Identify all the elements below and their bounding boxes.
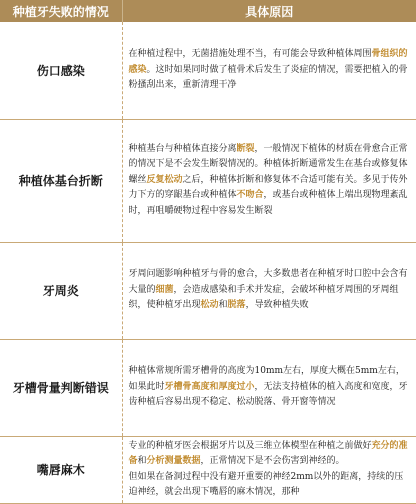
highlight-text: 不吻合: [236, 190, 264, 201]
highlight-text: 骨组织的感染: [128, 49, 408, 75]
table-row: [0, 339, 416, 436]
reason-text: 牙周问题影响种植牙与骨的愈合，大多数患者在种植牙时口腔中会含有大量的: [128, 269, 408, 295]
failure-reason: [122, 436, 416, 503]
failure-type: 伤口感染: [0, 22, 122, 119]
reason-text: ，或基台或种植体上端出现物理紊乱时，再咀嚼硬物过程中容易发生断裂: [128, 190, 408, 216]
failure-type: 种植体基台折断: [0, 119, 122, 242]
table-row: [0, 119, 416, 242]
reason-text: 在种植过程中，无菌措施处理不当，有可能会导致种植体周围: [128, 49, 372, 59]
highlight-text: 断裂: [236, 143, 255, 154]
failure-reason: [122, 119, 416, 242]
highlight-text: 分析测量数据: [146, 456, 201, 466]
highlight-text: 脱落: [227, 300, 246, 311]
reason-text: 和: [218, 300, 228, 311]
header-reason: 具体原因: [122, 0, 416, 22]
highlight-text: 牙槽骨高度和厚度过小: [164, 381, 255, 392]
reason-text: ，无法支持植体的植入高度和宽度，牙齿种植后容易出现不稳定、松动脱落、骨开窗等情况: [128, 381, 408, 408]
reason-text: ，导致种植失败: [245, 300, 309, 311]
reason-text: 和: [137, 456, 147, 466]
highlight-text: 充分的准备: [128, 440, 408, 466]
table-row: [0, 22, 416, 119]
header-situation: 种植牙失败的情况: [0, 0, 122, 22]
highlight-text: 松动: [200, 300, 219, 311]
reason-text: 专业的种植牙医会根据牙片以及三维立体模型在种植之前做好: [128, 440, 372, 451]
failure-type: 牙槽骨量判断错误: [0, 339, 122, 436]
table-row: [0, 242, 416, 339]
reason-text: ，正常情况下是不会伤害到神经的。: [200, 456, 345, 466]
failure-reason: [122, 339, 416, 436]
failure-type: 嘴唇麻木: [0, 436, 122, 503]
failure-reason: [122, 22, 416, 119]
table-row: [0, 436, 416, 503]
highlight-text: 反复松动: [146, 174, 183, 185]
reason-text: ，一般情况下植体的材质在骨愈合正常的情况下是不会发生断裂情况的。种植体折断通常发生在基台或修复体螺丝: [128, 143, 408, 185]
reason-text: 种植基台与种植体直接分离: [128, 143, 237, 154]
reason-text: 。这时如果同时做了植骨术后发生了炎症的情况，需要把植入的骨粉搔刮出来，重新清理干净: [128, 64, 408, 90]
highlight-text: 细菌: [155, 284, 174, 295]
reason-text: 之后，种植体折断和修复体不合适可能有关。多见于传外力下方的穿龈基台或种植体: [128, 174, 408, 201]
failure-type: 牙周炎: [0, 242, 122, 339]
reason-text: 种植体常规所需牙槽骨的高度为10mm左右，厚度大概在5mm左右，如果此时: [128, 366, 405, 392]
table-header-row: [0, 0, 416, 22]
reason-text: 但如果在备洞过程中没有避开重要的神经2mm以外的距离，持续的压迫神经，就会出现下嘴唇的麻木情况，那种: [128, 471, 404, 497]
reason-text: ，会造成感染和手术并发症，会破坏种植牙周围的牙周组织，使种植牙出现: [128, 284, 399, 311]
failure-reason: [122, 242, 416, 339]
